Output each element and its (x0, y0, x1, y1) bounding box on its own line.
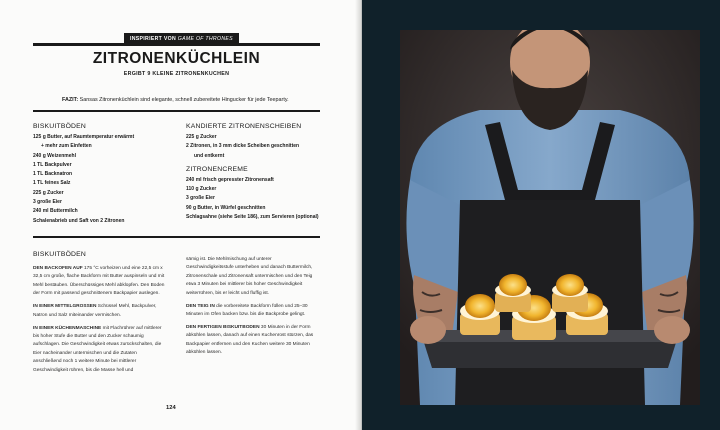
method-text: Schüssel Mehl, Backpulver, Natron und Salz miteinander vermischen. (33, 304, 157, 318)
ingredient-item: 125 g Butter, auf Raumtemperatur erwärmt (33, 134, 135, 140)
method-lead: DEN TEIG IN (186, 303, 215, 309)
ingredient-item: 1 TL Backpulver (33, 161, 72, 168)
ingredient-item: 1 TL Backnatron (33, 171, 73, 178)
divider-top (33, 110, 320, 112)
method-column-left (33, 265, 165, 380)
ingredient-item: Schlagsahne (siehe Seite 186), zum Servieren (optional) (186, 214, 319, 221)
fazit-text: Sansas Zitronenküchlein sind elegante, schnell zubereitete Hingucker für jede Teeparty. (79, 97, 289, 103)
chef-illustration (400, 30, 700, 405)
method-paragraph (33, 303, 165, 320)
method-paragraph (186, 303, 320, 320)
method-text: 175 °C vorheizen und eine 22,5 cm x 32,5 cm große, flache Backform mit Butter auspinseln und mit Mehl bestäuben. Überschüssiges Mehl abklopfen. Den Boden der Form mit passend geschnittenem Backpapier auslegen. (33, 266, 165, 297)
ingredient-item: 110 g Zucker (186, 186, 217, 193)
tag-prefix: INSPIRIERT VON (130, 36, 176, 42)
method-lead: DEN FERTIGEN BISKUITBODEN (186, 325, 260, 331)
recipe-title: ZITRONENKÜCHLEIN (92, 50, 261, 67)
method-heading: BISKUITBÖDEN (33, 251, 87, 258)
method-lead: DEN BACKOFEN AUF (33, 266, 83, 271)
method-text: 30 Minuten in der Form abkühlen lassen, danach auf einen Kuchenrost stürzen, das Backpapier entfernen und den Kuchen weitere 30 Minuten abkühlen lassen. (186, 325, 314, 356)
fazit-line (62, 97, 289, 103)
ingredient-item: und entkernt (194, 152, 225, 159)
method-paragraph (186, 256, 320, 298)
ingredient-item: 240 g Weizenmehl (33, 152, 76, 159)
method-text: mit Flachrührer auf mittlerer bis hoher Stufe die Butter und den Zucker schaumig aufschlagen. Die Geschwindigkeit etwas zurückschalten, die Eier nacheinander untermischen und die Zutaten anschließend noch 1 weitere Minute bei mittlerer Geschwindigkeit rühren, bis die Masse hell und (33, 325, 162, 373)
method-column-right (186, 256, 320, 362)
page-number: 124 (166, 405, 176, 411)
recipe-page (0, 0, 359, 430)
method-paragraph (186, 324, 320, 358)
ingredient-item: 240 ml Buttermilch (33, 208, 78, 215)
ingredient-item: 1 TL feines Salz (33, 180, 71, 187)
method-lead: IN EINER MITTELGROSSEN (33, 304, 97, 310)
fazit-label: FAZIT: (62, 97, 79, 103)
ingredient-item: 225 g Zucker (33, 189, 64, 196)
chef-photo (400, 30, 700, 405)
ingredient-item: 3 große Eier (186, 195, 215, 202)
inspired-by-tag (124, 33, 239, 45)
method-text: sämig ist. Die Mehlmischung auf unterer Geschwindigkeitsstufe unterheben und danach Buttermilch, Zitronenschale und Zitronensaft untermischen und den Teig etwa 3 Minuten bei mittlerer bis hoher Geschwindigkeit weiterrühren, bis er leicht und fluffig ist. (186, 257, 313, 296)
ingredients-lemon (186, 122, 319, 222)
tag-source: GAME OF THRONES (177, 36, 233, 42)
ingredient-item: 240 ml frisch gepresster Zitronensaft (186, 176, 274, 183)
ingredient-item: Schalenabrieb und Saft von 2 Zitronen (33, 217, 125, 224)
divider-middle (33, 236, 320, 238)
method-text: die vorbereitete Backform füllen und 25–30 Minuten im Ofen backen bzw. bis die Backprobe gelingt. (186, 303, 308, 318)
ingredient-item: 2 Zitronen, in 3 mm dicke Scheiben geschnitten (186, 143, 300, 150)
ingredients-heading-kandiert: KANDIERTE ZITRONENSCHEIBEN (186, 123, 302, 130)
ingredients-biskuit (33, 122, 134, 226)
method-lead: IN EINER KÜCHENMASCHINE (33, 325, 102, 331)
ingredient-item: 3 große Eier (33, 199, 62, 206)
method-paragraph (33, 265, 165, 299)
ingredient-item: 225 g Zucker (186, 134, 217, 140)
ingredient-item: 90 g Butter, in Würfel geschnitten (186, 204, 266, 211)
recipe-yield: ERGIBT 9 KLEINE ZITRONENKUCHEN (123, 71, 230, 77)
ingredients-heading-creme: ZITRONENCREME (186, 165, 248, 173)
ingredient-item: + mehr zum Einfetten (41, 143, 92, 150)
method-paragraph (33, 325, 165, 375)
ingredients-heading-biskuit: BISKUITBÖDEN (33, 123, 87, 130)
